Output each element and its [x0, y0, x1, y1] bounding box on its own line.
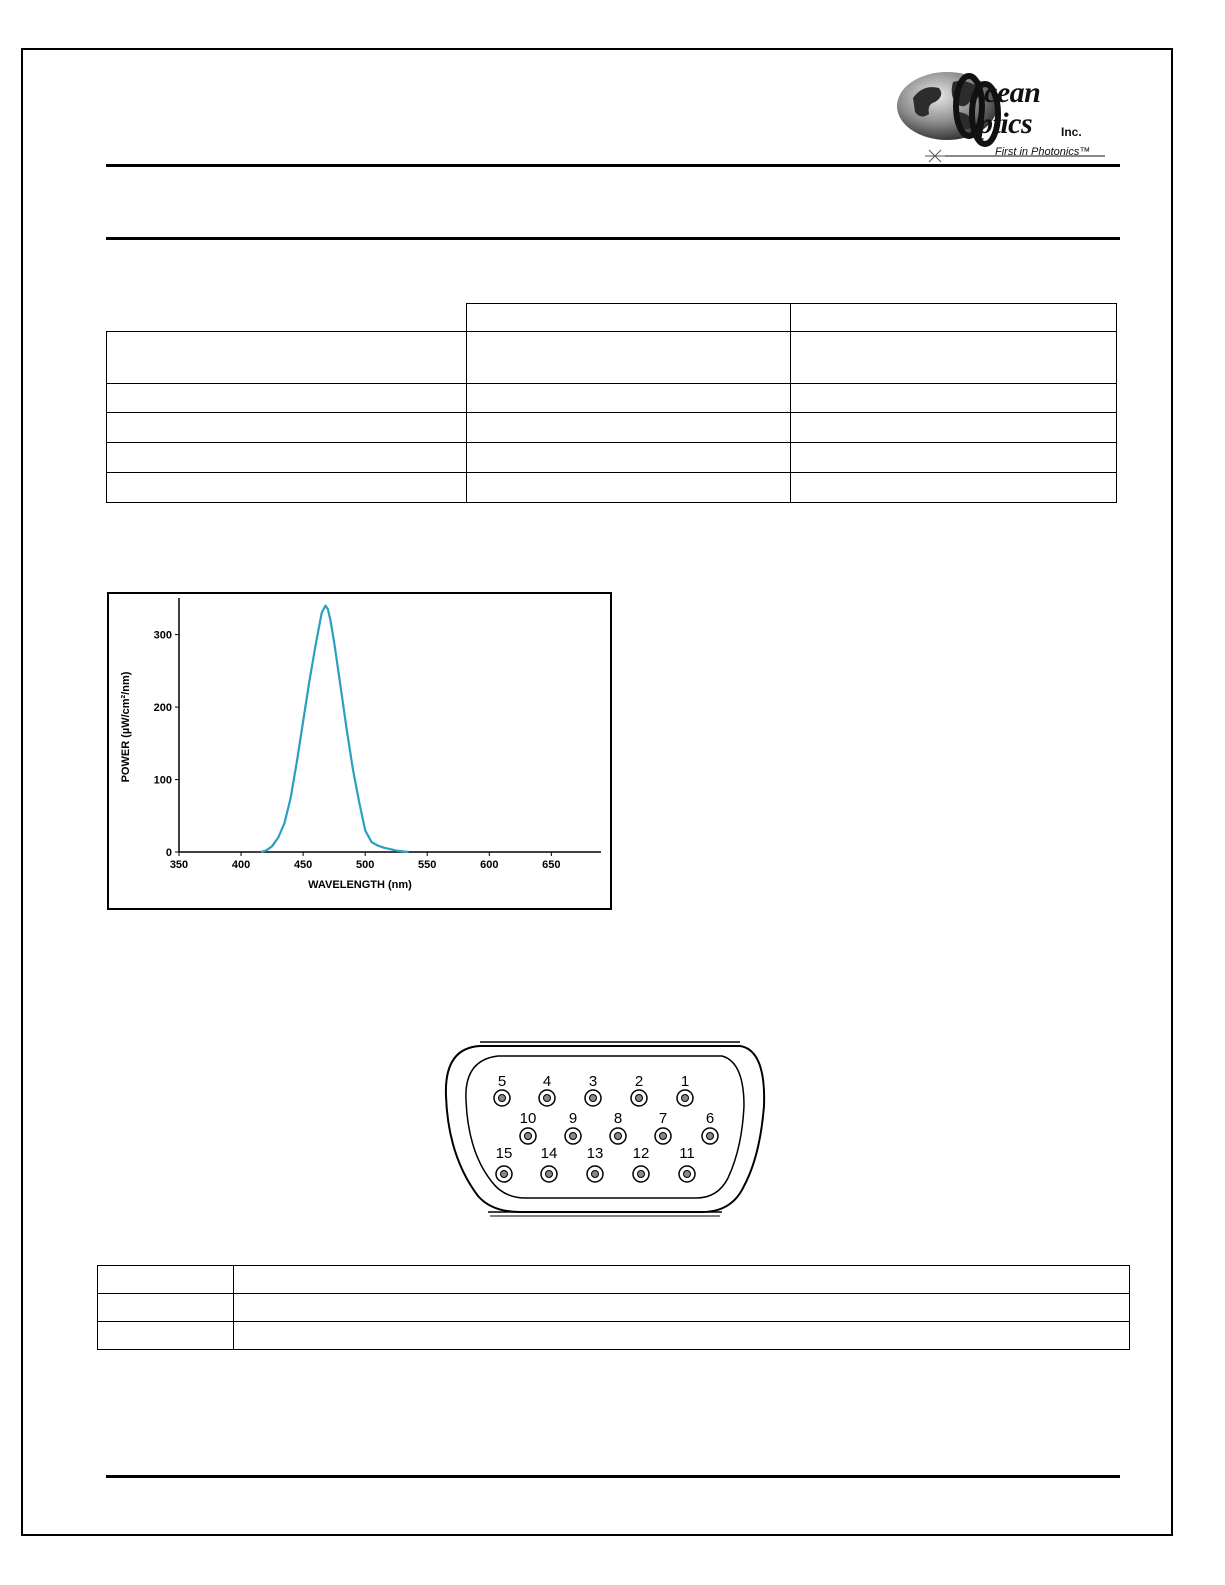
footer-rule [106, 1475, 1120, 1478]
connector-pin-core [544, 1095, 551, 1102]
spec-table-cell [466, 304, 791, 332]
connector-pin-core [684, 1171, 691, 1178]
connector-pin-number: 7 [658, 1110, 668, 1127]
connector-pin-core [615, 1133, 622, 1140]
y-tick-label: 300 [153, 629, 172, 642]
spec-table-cell [791, 304, 1117, 332]
spec-table-cell [107, 473, 467, 503]
x-tick-label: 550 [418, 859, 437, 871]
connector-outer-shell [446, 1046, 764, 1212]
y-tick-label: 0 [165, 847, 172, 859]
spec-table-cell [466, 443, 791, 473]
table-row [98, 1294, 1130, 1322]
connector-pin-core [660, 1133, 667, 1140]
sparkle-icon [925, 150, 945, 162]
connector-pins [494, 1073, 718, 1182]
connector-pin-core [592, 1171, 599, 1178]
connector-pin-core [546, 1171, 553, 1178]
table-row [107, 443, 1117, 473]
x-tick-label: 650 [542, 859, 561, 871]
connector-pin-number: 11 [679, 1145, 695, 1162]
connector-pin-core [499, 1095, 506, 1102]
connector-pin-number: 15 [495, 1145, 513, 1162]
y-tick-label: 200 [153, 702, 172, 715]
db15-connector-diagram [440, 1036, 780, 1226]
table-row [107, 384, 1117, 413]
spectrum-chart-svg [109, 594, 610, 908]
y-axis-label: POWER (µW/cm²/nm) [120, 671, 132, 783]
spec-table-cell [466, 473, 791, 503]
connector-pin-number: 1 [680, 1073, 690, 1090]
connector-pin-number: 6 [705, 1110, 715, 1127]
connector-pin-number: 9 [568, 1110, 578, 1127]
y-tick-label: 100 [153, 774, 172, 787]
table-row [107, 473, 1117, 503]
x-tick-label: 450 [293, 859, 313, 871]
x-axis-label: WAVELENGTH (nm) [308, 879, 412, 891]
pin-table-cell [234, 1294, 1130, 1322]
logo-word-ocean: cean [984, 76, 1041, 109]
connector-pin-core [570, 1133, 577, 1140]
connector-pin-core [682, 1095, 689, 1102]
spec-table-cell [791, 443, 1117, 473]
connector-pin-number: 13 [586, 1145, 604, 1162]
header-rule-top [106, 164, 1120, 167]
table-row [98, 1322, 1130, 1350]
spec-table-cell [107, 332, 467, 384]
connector-pin-core [590, 1095, 597, 1102]
pin-table [97, 1265, 1130, 1350]
connector-pin-number: 3 [588, 1073, 598, 1090]
connector-pin-core [638, 1171, 645, 1178]
connector-pin-number: 14 [540, 1145, 558, 1162]
spec-table-cell [466, 413, 791, 443]
spec-table-cell [107, 304, 467, 332]
spec-table-cell [791, 413, 1117, 443]
connector-pin-number: 12 [632, 1145, 650, 1162]
table-row [98, 1266, 1130, 1294]
logo-word-optics: ptics [978, 107, 1033, 140]
spec-table-cell [107, 413, 467, 443]
spec-table-cell [466, 384, 791, 413]
spec-table-cell [791, 332, 1117, 384]
ocean-optics-logo [895, 68, 1115, 164]
pin-table-cell [234, 1266, 1130, 1294]
x-tick-label: 400 [231, 859, 251, 871]
spectrum-series-line [261, 606, 409, 852]
x-tick-label: 600 [480, 859, 499, 871]
spec-table-cell [466, 332, 791, 384]
pin-table-cell [98, 1266, 234, 1294]
connector-pin-number: 5 [497, 1073, 507, 1090]
pin-table-cell [234, 1322, 1130, 1350]
spec-table-cell [791, 473, 1117, 503]
table-row [107, 332, 1117, 384]
connector-pin-core [636, 1095, 643, 1102]
connector-pin-number: 4 [542, 1073, 552, 1090]
pin-table-cell [98, 1294, 234, 1322]
x-tick-label: 500 [355, 859, 375, 871]
table-row [107, 413, 1117, 443]
header-rule-bottom [106, 237, 1120, 240]
x-tick-label: 350 [169, 859, 189, 871]
spec-table-cell [107, 443, 467, 473]
pin-table-cell [98, 1322, 234, 1350]
spec-table [106, 303, 1117, 503]
spec-table-cell [791, 384, 1117, 413]
spec-table-cell [107, 384, 467, 413]
spectrum-chart [107, 592, 612, 910]
connector-pin-core [501, 1171, 508, 1178]
spec-table-header-row [107, 304, 1117, 332]
logo-tagline: First in Photonics™ [995, 146, 1091, 158]
connector-pin-number: 10 [519, 1110, 537, 1127]
connector-pin-number: 2 [634, 1073, 644, 1090]
connector-pin-number: 8 [613, 1110, 623, 1127]
logo-suffix: Inc. [1061, 125, 1082, 139]
connector-pin-core [525, 1133, 532, 1140]
connector-pin-core [707, 1133, 714, 1140]
